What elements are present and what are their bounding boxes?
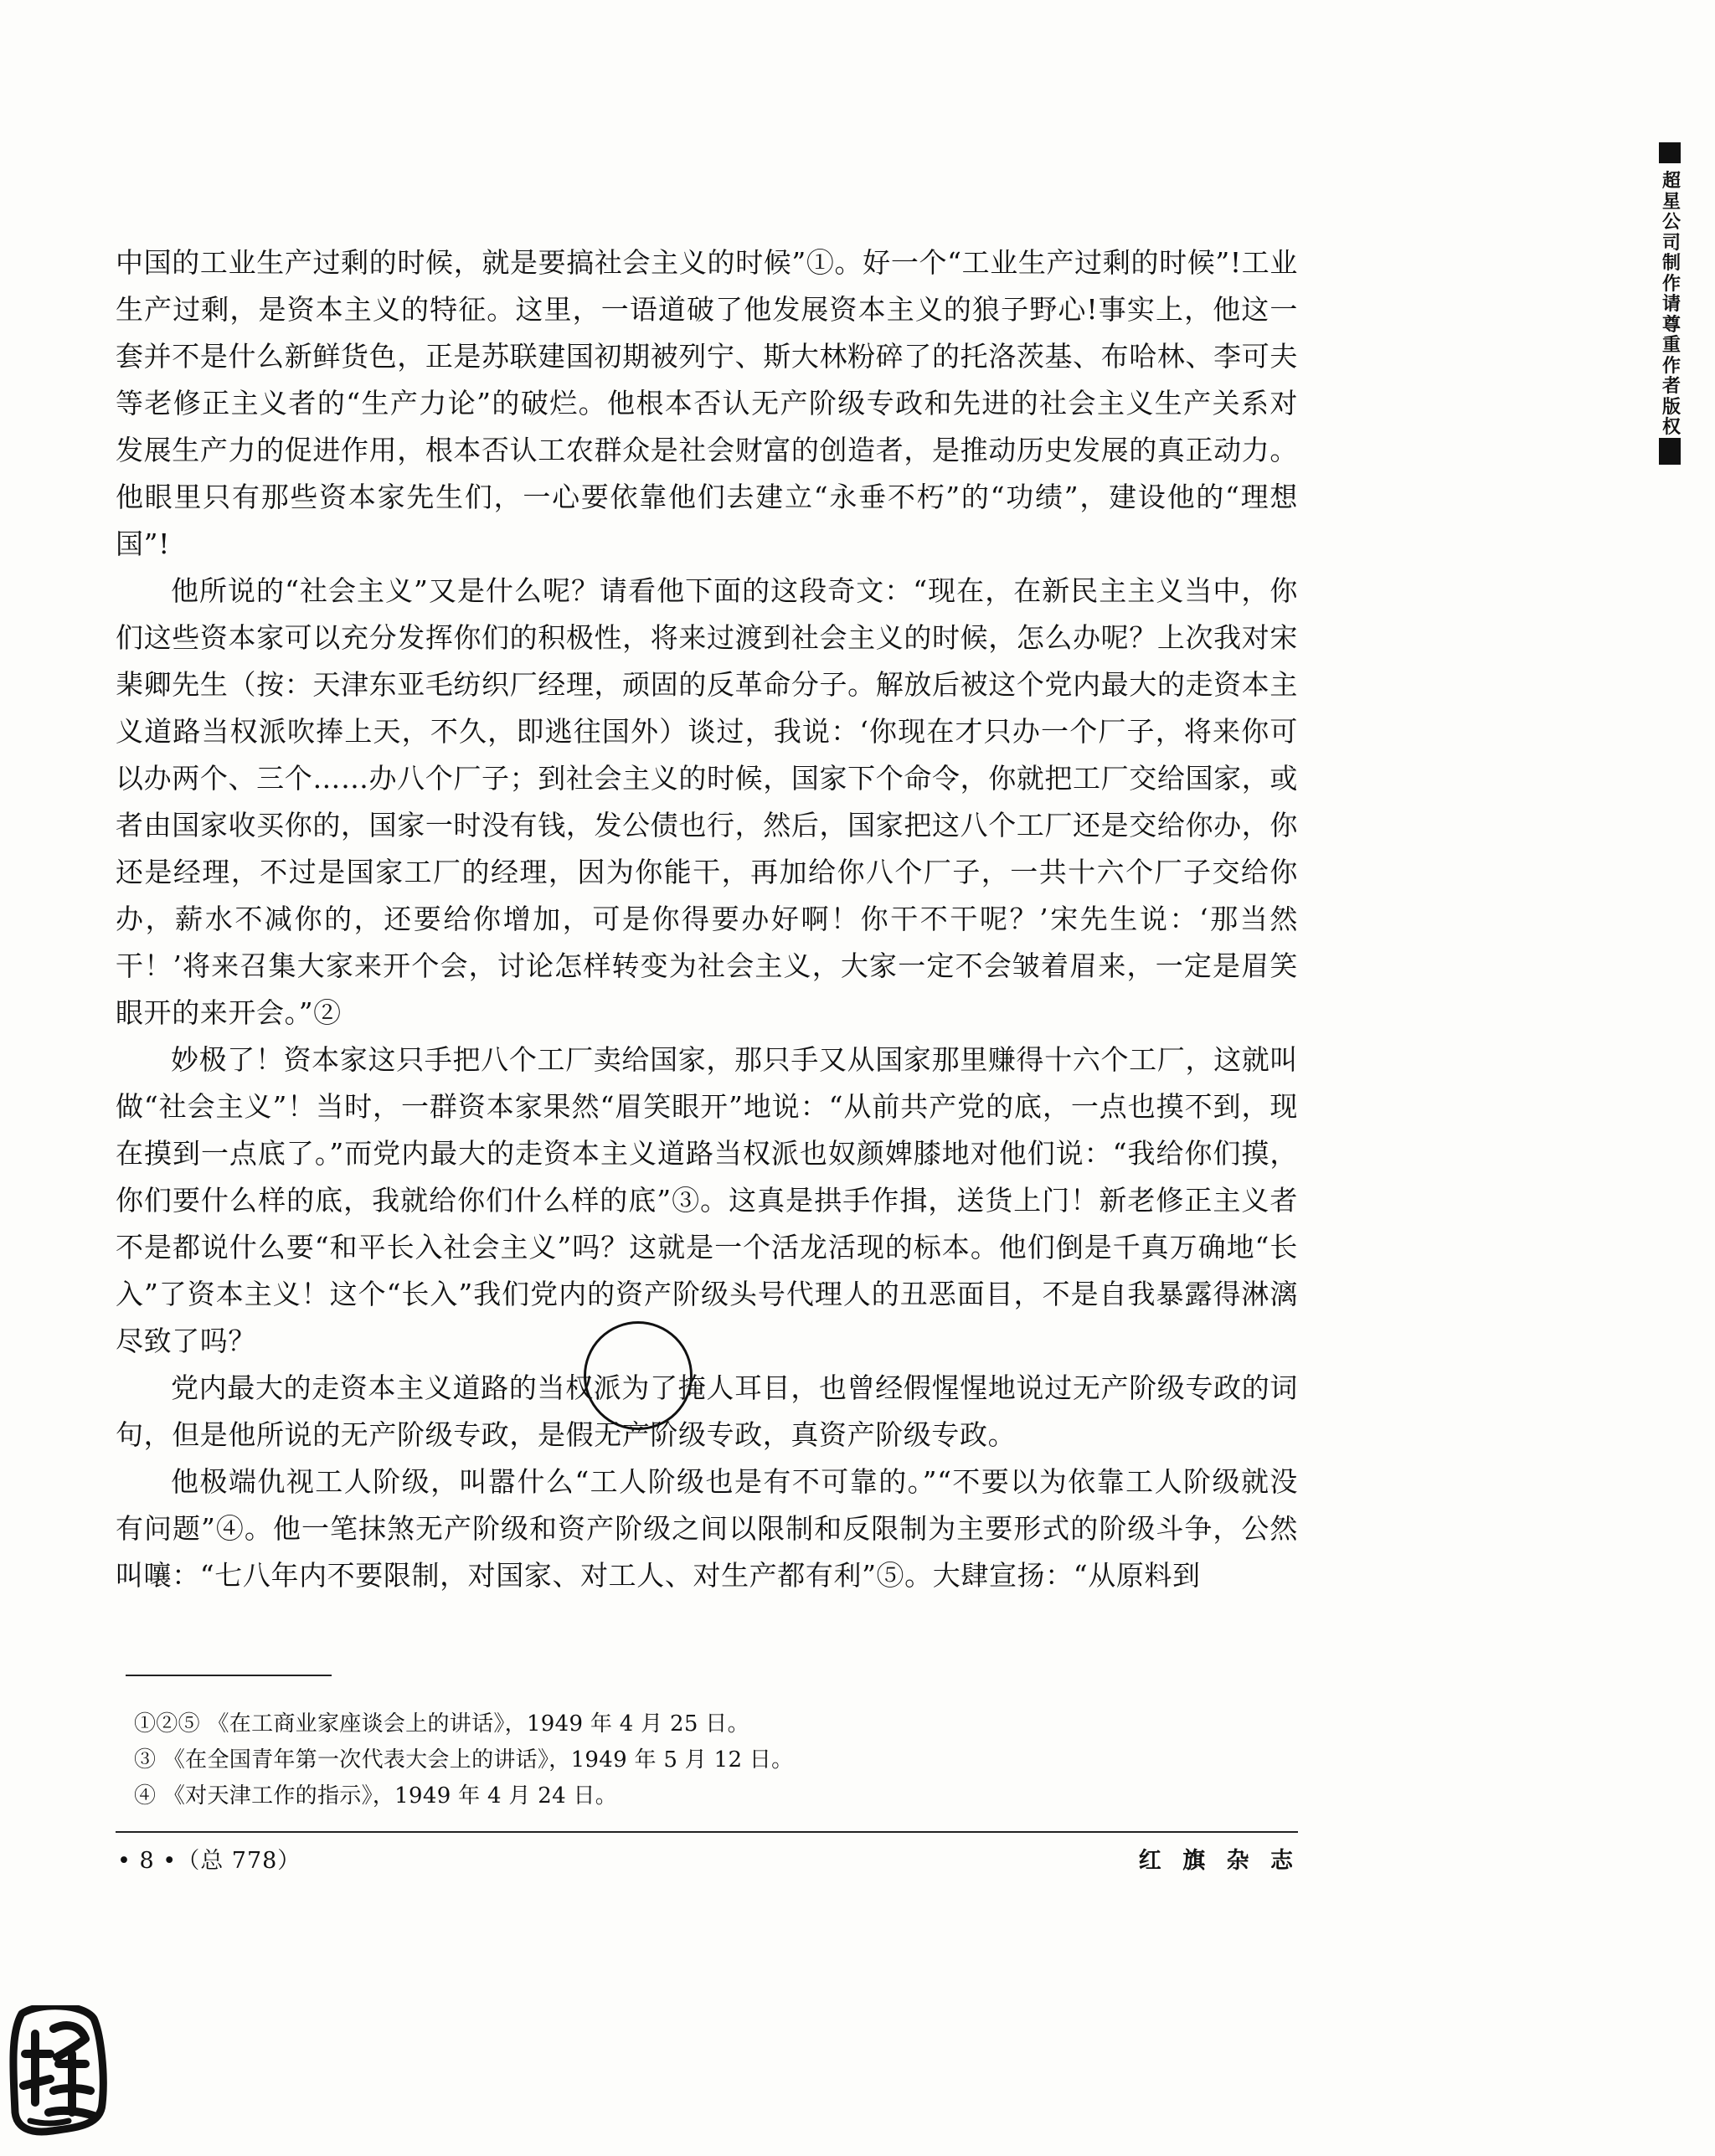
page-footer bbox=[117, 1845, 1300, 1878]
magnifier-circle bbox=[584, 1321, 693, 1430]
footnote-2: ③ 《在全国青年第一次代表大会上的讲话》，1949 年 5 月 12 日。 bbox=[134, 1747, 794, 1773]
paragraph-2: 他所说的“社会主义”又是什么呢？请看他下面的这段奇文：“现在，在新民主主义当中，你们这些资本家可以充分发挥你们的积极性，将来过渡到社会主义的时候，怎么办呢？上次我对宋棐卿先生（按：天津东亚毛纺织厂经理，顽固的反革命分子。解放后被这个党内最大的走资本主义道路当权派吹捧上天，不久，即逃往国外）谈过，我说：‘你现在才只办一个厂子，将来你可以办两个、三个……办八个厂子；到社会主义的时候，国家下个命令，你就把工厂交给国家，或者由国家收买你的，国家一时没有钱，发公债也行，然后，国家把这八个工厂还是交给你办，你还是经理，不过是国家工厂的经理，因为你能干，再加给你八个厂子，一共十六个厂子交给你办，薪水不减你的，还要给你增加，可是你得要办好啊！你干不干呢？’宋先生说：‘那当然干！’将来召集大家来开个会，讨论怎样转变为社会主义，大家一定不会皱着眉来，一定是眉笑眼开的来开会。”② bbox=[116, 574, 1298, 1029]
paragraph-3: 妙极了！资本家这只手把八个工厂卖给国家，那只手又从国家那里赚得十六个工厂，这就叫做“社会主义”！当时，一群资本家果然“眉笑眼开”地说：“从前共产党的底，一点也摸不到，现在摸到一点底了。”而党内最大的走资本主义道路当权派也奴颜婢膝地对他们说：“我给你们摸，你们要什么样的底，我就给你们什么样的底”③。这真是拱手作揖，送货上门！新老修正主义者不是都说什么要“和平长入社会主义”吗？这就是一个活龙活现的标本。他们倒是千真万确地“长入”了资本主义！这个“长入”我们党内的资产阶级头号代理人的丑恶面目，不是自我暴露得淋漓尽致了吗？ bbox=[116, 1043, 1298, 1357]
footer-divider bbox=[116, 1831, 1298, 1833]
footnote-1: ①②⑤ 《在工商业家座谈会上的讲话》，1949 年 4 月 25 日。 bbox=[134, 1711, 749, 1737]
paragraph-4: 党内最大的走资本主义道路的当权派为了掩人耳目，也曾经假惺惺地说过无产阶级专政的词句，但是他所说的无产阶级专政，是假无产阶级专政，真资产阶级专政。 bbox=[116, 1371, 1298, 1451]
paragraph-1: 中国的工业生产过剩的时候，就是要搞社会主义的时候”①。好一个“工业生产过剩的时候”!工业生产过剩，是资本主义的特征。这里，一语道破了他发展资本主义的狼子野心!事实上，他这一套并不是什么新鲜货色，正是苏联建国初期被列宁、斯大林粉碎了的托洛茨基、布哈林、李可夫等老修正主义者的“生产力论”的破烂。他根本否认无产阶级专政和先进的社会主义生产关系对发展生产力的促进作用，根本否认工农群众是社会财富的创造者，是推动历史发展的真正动力。他眼里只有那些资本家先生们，一心要依靠他们去建立“永垂不朽”的“功绩”，建设他的“理想国”! bbox=[116, 246, 1298, 560]
side-strip-top-bar bbox=[1659, 142, 1681, 163]
journal-name: 红 旗 杂 志 bbox=[1138, 1848, 1300, 1874]
footnote-divider bbox=[126, 1675, 332, 1676]
side-strip-bottom-bar bbox=[1659, 438, 1681, 465]
footnotes bbox=[134, 1706, 1223, 1814]
copyright-note: 超星公司制作请尊重作者版权 bbox=[1661, 170, 1681, 438]
copyright-side-strip bbox=[1656, 142, 1687, 465]
footnote-3: ④ 《对天津工作的指示》，1949 年 4 月 24 日。 bbox=[134, 1783, 618, 1809]
article-body bbox=[116, 239, 1298, 1599]
paragraph-5: 他极端仇视工人阶级，叫嚣什么“工人阶级也是有不可靠的。”“不要以为依靠工人阶级就没有问题”④。他一笔抹煞无产阶级和资产阶级之间以限制和反限制为主要形式的阶级斗争，公然叫嚷：“七八年内不要限制，对国家、对工人、对生产都有利”⑤。大肆宣扬：“从原料到 bbox=[116, 1465, 1298, 1592]
seal-stamp-icon bbox=[7, 2005, 109, 2141]
page-number: • 8 •（总 778） bbox=[117, 1848, 301, 1874]
